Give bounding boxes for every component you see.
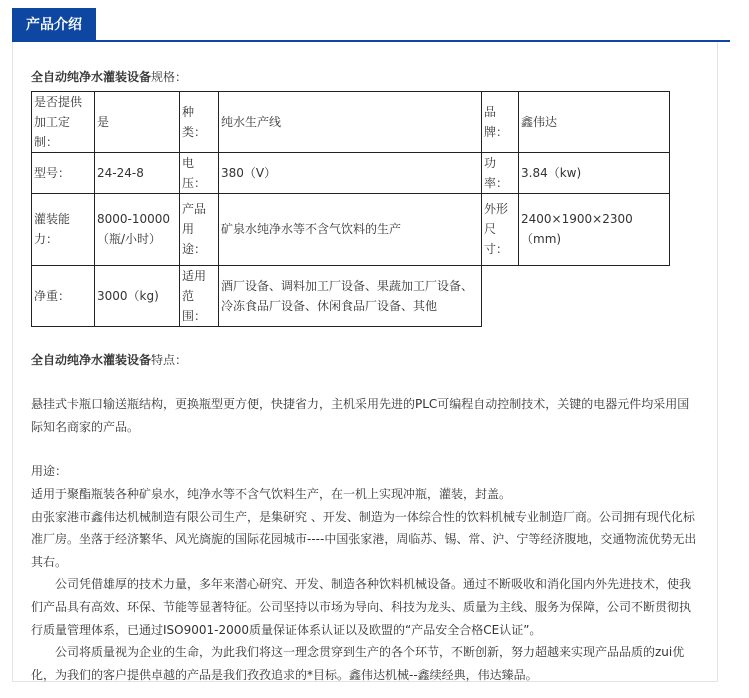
spec-label-voltage: 电压： — [180, 152, 219, 193]
company-intro: 由张家港市鑫伟达机械制造有限公司生产，是集研究 、开发、制造为一体综合性的饮料机械专业制造厂商。公司拥有现代化标准厂房。坐落于经济繁华、风光旖旎的国际花园城市----中国张家港，周临苏、锡、常、沪、宁等经济腹地，交通物流优势无出其右。 — [31, 509, 697, 569]
spec-value-dimensions: 2400×1900×2300（mm) — [519, 193, 670, 265]
tab-bar — [12, 0, 730, 42]
company-paragraph-2: 公司将质量视为企业的生命，为此我们将这一理念贯穿到生产的各个环节，不断创新，努力超越来实现产品品质的zui优化，为我们的客户提供卓越的产品是我们孜孜追求的*目标。鑫伟达机械--鑫续经典，伟达臻品。 — [31, 645, 685, 682]
spec-label-type: 种类： — [180, 91, 219, 152]
usage-line-1: 适用于聚酯瓶装各种矿泉水，纯净水等不含气饮料生产，在一机上实现冲瓶，灌装，封盖。 — [31, 486, 512, 501]
features-text: 悬挂式卡瓶口输送瓶结构，更换瓶型更方便，快捷省力，主机采用先进的PLC可编程自动控制技术，关键的电器元件均采用国际知名商家的产品。 — [31, 397, 690, 434]
spec-value-capacity: 8000-10000（瓶/小时） — [95, 193, 180, 265]
product-description — [31, 66, 701, 686]
spec-value-usage: 矿泉水纯净水等不含气饮料的生产 — [219, 193, 482, 265]
spec-table — [31, 91, 670, 327]
spec-value-type: 纯水生产线 — [219, 91, 482, 152]
company-paragraph-1: 公司凭借雄厚的技术力量，多年来潜心研究、开发、制造各种饮料机械设备。通过不断吸收和消化国内外先进技术，使我们产品具有高效、环保、节能等显著特征。公司坚持以市场为导向、科技为龙头、质量为主线、服务为保障，公司不断贯彻执行质量管理体系，已通过ISO9001-2000质量保证体系认证以及欧盟的“产品安全合格CE认证”。 — [31, 577, 692, 637]
table-row — [32, 152, 670, 193]
table-row — [32, 91, 670, 152]
table-row — [32, 265, 670, 326]
spec-label-usage: 产品用途： — [180, 193, 219, 265]
spec-value-weight: 3000（kg) — [95, 265, 180, 326]
usage-label: 用途： — [31, 464, 68, 479]
features-heading — [31, 349, 701, 372]
table-row — [32, 193, 670, 265]
spec-value-voltage: 380（V） — [219, 152, 482, 193]
spec-value-brand: 鑫伟达 — [519, 91, 670, 152]
spec-label-power: 功率： — [482, 152, 519, 193]
spec-label-dimensions: 外形尺寸： — [482, 193, 519, 265]
spec-product-name: 全自动纯净水灌装设备 — [31, 70, 152, 84]
spec-label-model: 型号： — [32, 152, 95, 193]
spec-value-customization: 是 — [95, 91, 180, 152]
spec-value-model: 24-24-8 — [95, 152, 180, 193]
spec-value-scope: 酒厂设备、调料加工厂设备、果蔬加工厂设备、冷冻食品厂设备、休闲食品厂设备、其他 — [219, 265, 482, 326]
spec-suffix: 规格： — [151, 70, 188, 84]
spec-label-capacity: 灌装能力： — [32, 193, 95, 265]
spec-label-brand: 品牌： — [482, 91, 519, 152]
spec-label-customization: 是否提供加工定制： — [32, 91, 95, 152]
spec-value-power: 3.84（kw) — [519, 152, 670, 193]
spec-label-weight: 净重： — [32, 265, 95, 326]
spec-heading — [31, 66, 701, 89]
features-product-name: 全自动纯净水灌装设备 — [31, 352, 152, 367]
spec-label-scope: 适用范围： — [180, 265, 219, 326]
tab-product-intro[interactable]: 产品介绍 — [12, 8, 96, 40]
features-suffix: 特点： — [151, 352, 188, 367]
